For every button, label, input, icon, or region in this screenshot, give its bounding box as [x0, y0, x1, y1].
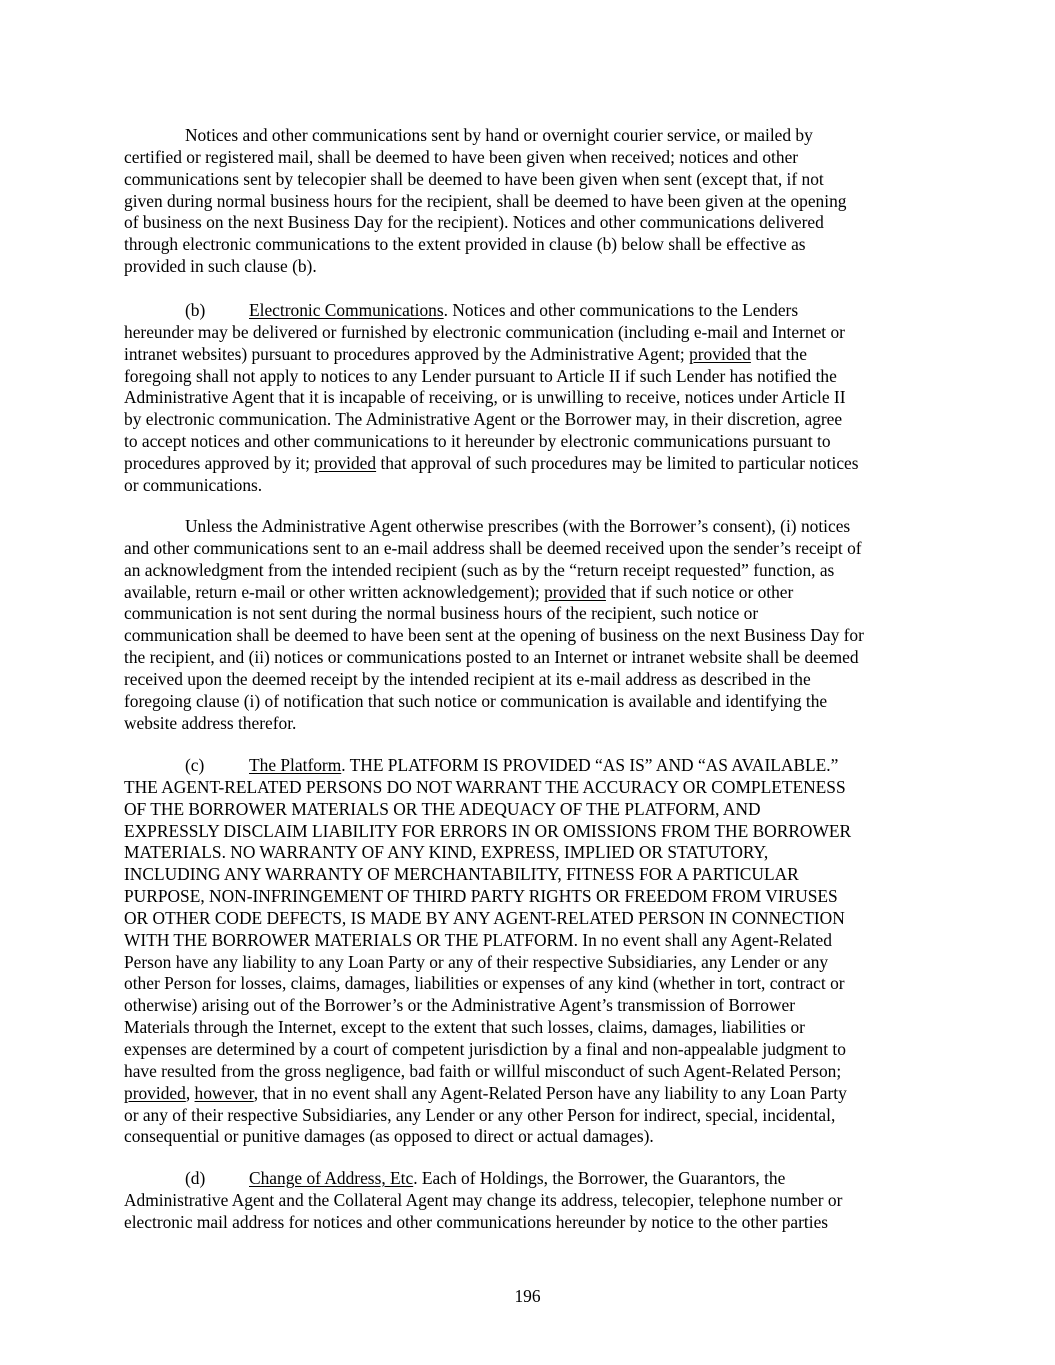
however-term: however — [194, 1082, 254, 1103]
text-line: expenses are determined by a court of competent jurisdiction by a final and non-appealable judgment to — [124, 1038, 846, 1059]
text-run: intranet websites) pursuant to procedures approved by the Administrative Agent; — [124, 343, 690, 364]
text-line: INCLUDING ANY WARRANTY OF MERCHANTABILITY, FITNESS FOR A PARTICULAR — [124, 864, 799, 885]
provided-term: provided — [689, 343, 751, 364]
text-line: the recipient, and (ii) notices or communications posted to an Internet or intranet website shall be deemed — [124, 647, 859, 668]
text-line: through electronic communications to the extent provided in clause (b) below shall be effective as — [124, 234, 806, 255]
text-run: available, return e-mail or other written acknowledgement); — [124, 581, 545, 602]
paragraph-notices-delivery — [124, 125, 936, 278]
text-line: or any of their respective Subsidiaries, any Lender or any other Person for indirect, special, incidental, — [124, 1104, 836, 1125]
text-line: Administrative Agent that it is incapable of receiving, or is unwilling to receive, notices under Article II — [124, 387, 846, 408]
text-line: foregoing shall not apply to notices to any Lender pursuant to Article II if such Lender has notified the — [124, 365, 837, 386]
text-line — [124, 1168, 936, 1190]
text-line: communication is not sent during the normal business hours of the recipient, such notice or — [124, 603, 759, 624]
text-line: other Person for losses, claims, damages, liabilities or expenses of any kind (whether in tort, contract or — [124, 973, 845, 994]
text-line — [124, 1083, 936, 1105]
text-run: . THE PLATFORM IS PROVIDED “AS IS” AND “AS AVAILABLE.” — [341, 755, 839, 775]
provided-term: provided — [544, 581, 606, 602]
text-run: , — [185, 1082, 195, 1103]
text-line: THE AGENT-RELATED PERSONS DO NOT WARRANT THE ACCURACY OR COMPLETENESS — [124, 776, 846, 797]
section-label: (c) — [185, 755, 205, 775]
text-line: received upon the deemed receipt by the intended recipient at its e-mail address as described in the — [124, 668, 811, 689]
text-line: an acknowledgment from the intended recipient (such as by the “return receipt requested” function, as — [124, 559, 835, 580]
text-line: or communications. — [124, 474, 263, 495]
text-line — [124, 300, 936, 322]
text-line: EXPRESSLY DISCLAIM LIABILITY FOR ERRORS IN OR OMISSIONS FROM THE BORROWER — [124, 820, 852, 841]
text-line: given during normal business hours for the recipient, shall be deemed to have been given at the opening — [124, 190, 847, 211]
section-heading: Electronic Communications — [249, 300, 444, 320]
text-line: OF THE BORROWER MATERIALS OR THE ADEQUACY OF THE PLATFORM, AND — [124, 798, 761, 819]
text-line: otherwise) arising out of the Borrower’s or the Administrative Agent’s transmission of Borrower — [124, 995, 796, 1016]
text-run: . Notices and other communications to the Lenders — [443, 300, 799, 320]
section-heading: Change of Address, Etc — [249, 1168, 414, 1188]
text-line: electronic mail address for notices and other communications hereunder by notice to the other parties — [124, 1211, 829, 1232]
section-b-electronic-communications — [124, 300, 936, 497]
section-label: (d) — [185, 1168, 206, 1188]
text-line: provided in such clause (b). — [124, 256, 317, 277]
text-run: that the — [750, 343, 807, 364]
text-line: WITH THE BORROWER MATERIALS OR THE PLATFORM. In no event shall any Agent-Related — [124, 929, 832, 950]
provided-term: provided — [314, 452, 377, 473]
text-line: OR OTHER CODE DEFECTS, IS MADE BY ANY AGENT-RELATED PERSON IN CONNECTION — [124, 907, 845, 928]
text-line — [124, 755, 936, 777]
text-line: Person have any liability to any Loan Party or any of their respective Subsidiaries, any Lender or any — [124, 951, 829, 972]
text-line: Administrative Agent and the Collateral Agent may change its address, telecopier, telephone number or — [124, 1189, 843, 1210]
text-line: have resulted from the gross negligence, bad faith or willful misconduct of such Agent-Related Person; — [124, 1060, 842, 1081]
text-line: and other communications sent to an e-mail address shall be deemed received upon the sender’s receipt of — [124, 537, 862, 558]
text-run: that if such notice or other — [605, 581, 794, 602]
text-run: . Each of Holdings, the Borrower, the Guarantors, the — [413, 1168, 786, 1188]
text-line — [124, 582, 936, 604]
text-line: PURPOSE, NON-INFRINGEMENT OF THIRD PARTY RIGHTS OR FREEDOM FROM VIRUSES — [124, 886, 838, 907]
text-line: by electronic communication. The Administrative Agent or the Borrower may, in their discretion, agree — [124, 409, 843, 430]
section-d-change-of-address — [124, 1168, 936, 1234]
text-line: foregoing clause (i) of notification that such notice or communication is available and identifying the — [124, 690, 828, 711]
section-c-the-platform — [124, 755, 936, 1148]
text-line: of business on the next Business Day for the recipient). Notices and other communications delivered — [124, 212, 824, 233]
text-line: certified or registered mail, shall be deemed to have been given when received; notices and other — [124, 146, 799, 167]
text-line: to accept notices and other communications to it hereunder by electronic communications pursuant to — [124, 431, 831, 452]
text-run: procedures approved by it; — [124, 452, 315, 473]
text-line: consequential or punitive damages (as opposed to direct or actual damages). — [124, 1126, 654, 1147]
text-line: hereunder may be delivered or furnished by electronic communication (including e-mail and Internet or — [124, 321, 845, 342]
section-label: (b) — [185, 300, 206, 320]
text-line: communications sent by telecopier shall be deemed to have been given when sent (except that, if not — [124, 168, 824, 189]
page-number: 196 — [514, 1286, 541, 1306]
section-heading: The Platform — [249, 755, 342, 775]
text-line — [124, 344, 936, 366]
text-line: Materials through the Internet, except to the extent that such losses, claims, damages, liabilities or — [124, 1017, 805, 1038]
text-run: , that in no event shall any Agent-Related Person have any liability to any Loan Party — [253, 1082, 847, 1103]
text-line: Notices and other communications sent by hand or overnight courier service, or mailed by — [185, 125, 813, 145]
text-line — [124, 453, 936, 475]
text-line: MATERIALS. NO WARRANTY OF ANY KIND, EXPRESS, IMPLIED OR STATUTORY, — [124, 842, 769, 863]
provided-term: provided — [124, 1082, 186, 1103]
text-line: website address therefor. — [124, 712, 297, 733]
paragraph-email-receipt — [124, 516, 936, 734]
text-line: communication shall be deemed to have been sent at the opening of business on the next Business Day for — [124, 625, 864, 646]
text-line: Unless the Administrative Agent otherwise prescribes (with the Borrower’s consent), (i) notices — [185, 516, 851, 536]
text-run: that approval of such procedures may be limited to particular notices — [376, 452, 859, 473]
